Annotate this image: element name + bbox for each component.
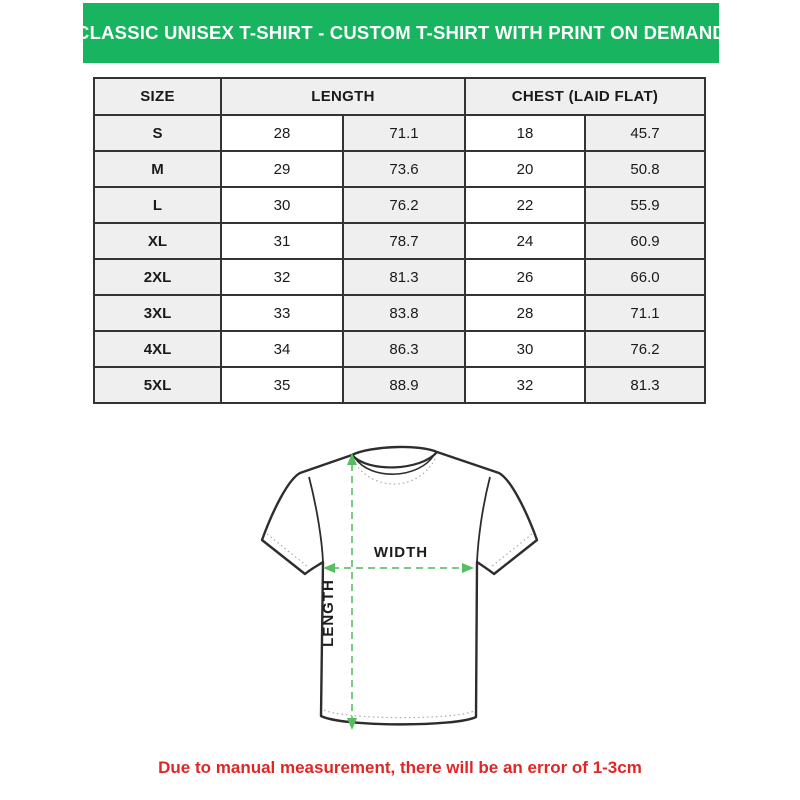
size-cell: 4XL — [94, 331, 221, 367]
size-cell: 3XL — [94, 295, 221, 331]
chest-in-cell: 32 — [465, 367, 585, 403]
table-row — [94, 367, 705, 403]
chest-cm-cell: 45.7 — [585, 115, 705, 151]
chest-cm-cell: 50.8 — [585, 151, 705, 187]
table-row — [94, 115, 705, 151]
header-size: SIZE — [94, 78, 221, 115]
length-in-cell: 32 — [221, 259, 343, 295]
tshirt-outline — [262, 447, 537, 724]
length-cm-cell: 88.9 — [343, 367, 465, 403]
length-in-cell: 34 — [221, 331, 343, 367]
length-in-cell: 28 — [221, 115, 343, 151]
length-in-cell: 29 — [221, 151, 343, 187]
length-cm-cell: 83.8 — [343, 295, 465, 331]
header-chest: CHEST (LAID FLAT) — [465, 78, 705, 115]
length-cm-cell: 78.7 — [343, 223, 465, 259]
header-length: LENGTH — [221, 78, 465, 115]
chest-in-cell: 28 — [465, 295, 585, 331]
length-cm-cell: 73.6 — [343, 151, 465, 187]
chest-cm-cell: 60.9 — [585, 223, 705, 259]
table-row — [94, 331, 705, 367]
chest-cm-cell: 76.2 — [585, 331, 705, 367]
size-table — [93, 77, 706, 404]
title-banner — [76, 3, 726, 63]
size-cell: XL — [94, 223, 221, 259]
size-cell: 5XL — [94, 367, 221, 403]
chest-cm-cell: 81.3 — [585, 367, 705, 403]
table-row — [94, 151, 705, 187]
length-cm-cell: 71.1 — [343, 115, 465, 151]
table-row — [94, 295, 705, 331]
measurement-disclaimer: Due to manual measurement, there will be an error of 1-3cm — [158, 758, 642, 777]
length-in-cell: 30 — [221, 187, 343, 223]
length-in-cell: 31 — [221, 223, 343, 259]
size-cell: L — [94, 187, 221, 223]
chest-in-cell: 18 — [465, 115, 585, 151]
length-label: LENGTH — [320, 579, 337, 647]
length-arrowhead-bottom — [347, 718, 357, 730]
chest-cm-cell: 71.1 — [585, 295, 705, 331]
table-row — [94, 187, 705, 223]
chest-cm-cell: 66.0 — [585, 259, 705, 295]
tshirt-measurement-diagram — [240, 435, 560, 755]
chest-cm-cell: 55.9 — [585, 187, 705, 223]
page-title: CLASSIC UNISEX T-SHIRT - CUSTOM T-SHIRT WITH PRINT ON DEMAND — [76, 22, 726, 43]
size-cell: M — [94, 151, 221, 187]
table-row — [94, 223, 705, 259]
length-cm-cell: 81.3 — [343, 259, 465, 295]
chest-in-cell: 30 — [465, 331, 585, 367]
chest-in-cell: 22 — [465, 187, 585, 223]
table-header-row — [94, 78, 705, 115]
chest-in-cell: 20 — [465, 151, 585, 187]
length-in-cell: 35 — [221, 367, 343, 403]
size-cell: S — [94, 115, 221, 151]
chest-in-cell: 24 — [465, 223, 585, 259]
table-row — [94, 259, 705, 295]
length-in-cell: 33 — [221, 295, 343, 331]
chest-in-cell: 26 — [465, 259, 585, 295]
size-cell: 2XL — [94, 259, 221, 295]
width-label: WIDTH — [373, 544, 429, 561]
length-cm-cell: 76.2 — [343, 187, 465, 223]
length-cm-cell: 86.3 — [343, 331, 465, 367]
